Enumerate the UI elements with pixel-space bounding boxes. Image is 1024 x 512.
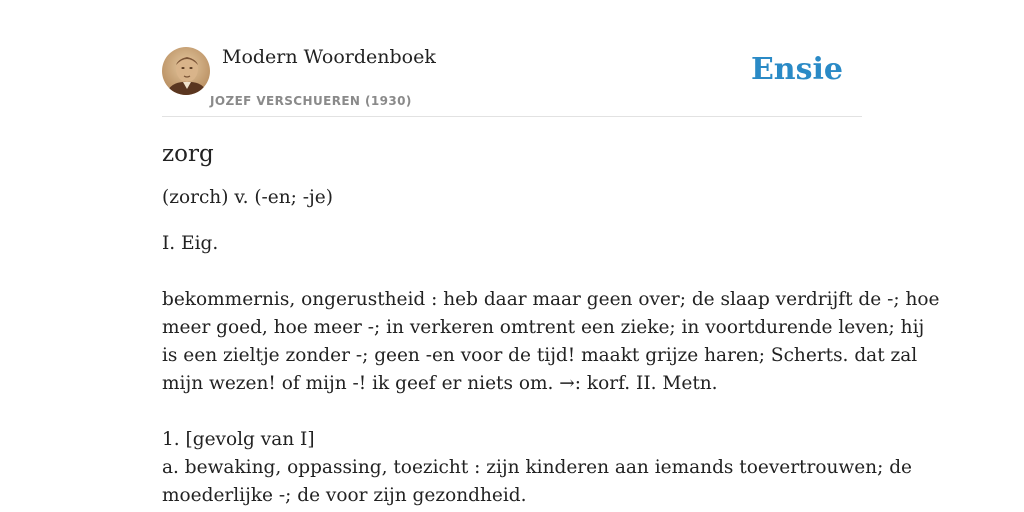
author-portrait-icon	[162, 47, 210, 95]
entry-content	[162, 138, 940, 510]
header	[162, 44, 862, 117]
avatar[interactable]	[162, 47, 210, 95]
subsense	[162, 426, 912, 510]
pronunciation: (zorch) v. (-en; -je)	[162, 187, 333, 208]
headword: zorg	[162, 141, 214, 167]
definition-line: bekommernis, ongerustheid : heb daar maar geen over; de slaap verdrijft de -; hoe	[162, 289, 940, 310]
definition-line: mijn wezen! of mijn -! ik geef er niets om. →: korf. II. Metn.	[162, 373, 718, 394]
definition-line: meer goed, hoe meer -; in verkeren omtrent een zieke; in voortdurende leven; hij	[162, 317, 925, 338]
definition-line: is een zieltje zonder -; geen -en voor de tijd! maakt grijze haren; Scherts. dat zal	[162, 345, 918, 366]
author-name[interactable]: JOZEF VERSCHUEREN (1930)	[210, 94, 412, 108]
book-title[interactable]: Modern Woordenboek	[222, 46, 436, 68]
brand-logo[interactable]: Ensie	[750, 52, 843, 87]
sense-label: I. Eig.	[162, 233, 219, 254]
subsense-line: moederlijke -; de voor zijn gezondheid.	[162, 485, 527, 506]
subsense-line: 1. [gevolg van I]	[162, 429, 315, 450]
subsense-line: a. bewaking, oppassing, toezicht : zijn kinderen aan iemands toevertrouwen; de	[162, 457, 912, 478]
definition	[162, 286, 940, 398]
